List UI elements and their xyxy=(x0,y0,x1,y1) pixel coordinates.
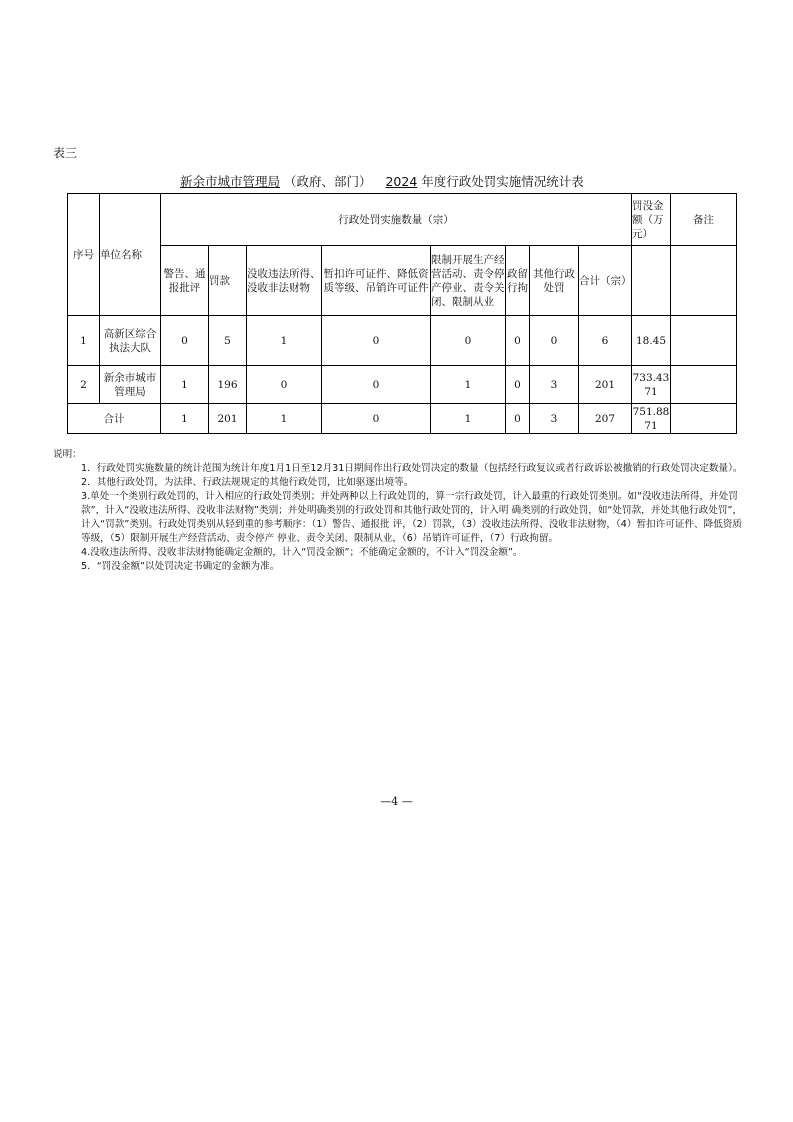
note-5: 5．“罚没金额”以处罚决定书确定的金额为准。 xyxy=(81,561,280,572)
header-suspend: 暂扣许可证件、降低资质等级、吊销许可证件 xyxy=(322,246,431,316)
row-detention: 0 xyxy=(506,366,530,404)
title-unit: 新余市城市管理局 xyxy=(180,174,281,189)
header-count-group: 行政处罚实施数量（宗） xyxy=(161,194,632,246)
total-total: 207 xyxy=(579,404,632,434)
table-label: 表三 xyxy=(53,146,78,160)
row-confiscate: 0 xyxy=(247,366,322,404)
page-number: —4 — xyxy=(380,795,413,808)
title-year: 2024 xyxy=(385,174,418,189)
page-title xyxy=(180,172,584,190)
row-warning: 1 xyxy=(161,366,209,404)
row-seq: 1 xyxy=(68,316,100,366)
row-total: 6 xyxy=(579,316,632,366)
row-total: 201 xyxy=(579,366,632,404)
header-seq: 序号 xyxy=(68,194,100,316)
header-amount: 罚没金额（万元） xyxy=(632,194,671,246)
row-confiscate: 1 xyxy=(247,316,322,366)
header-amount-blank xyxy=(632,246,671,316)
header-unit-name: 单位名称 xyxy=(100,194,161,316)
row-remark xyxy=(671,366,737,404)
total-other: 3 xyxy=(530,404,579,434)
total-fine: 201 xyxy=(209,404,247,434)
header-fine: 罚款 xyxy=(209,246,247,316)
table-row xyxy=(68,366,737,404)
note-3: 3.单处一个类别行政处罚的，计入相应的行政处罚类别；并处两种以上行政处罚的，算一宗行政处罚，计入最重的行政处罚类别。如“没收违法所得，并处罚款”，计入“没收违法所得、没收非法财物”类别；并处明确类别的行政处罚和其他行政处罚的，计入明 确类别的行政处罚，如“处罚款，并处其他行政处罚”，计入“罚款”类别。行政处罚类别从轻到重的参考顺序：（1）警告、通报批 评，（2）罚款，（3）没收违法所得、没收非法财物，（4）暂扣许可证件、降低资质等级，（5）限制开展生产经营活动、责令停产 停业、责令关闭、限制从业，（6）吊销许可证件，（7）行政拘留。 xyxy=(81,491,743,544)
title-suffix: 年度行政处罚实施情况统计表 xyxy=(421,174,584,189)
row-amount: 733.4371 xyxy=(632,366,671,404)
notes xyxy=(53,448,743,574)
header-total: 合计（宗） xyxy=(579,246,632,316)
total-warning: 1 xyxy=(161,404,209,434)
row-detention: 0 xyxy=(506,316,530,366)
header-restrict: 限制开展生产经营活动、责令停产停业、责令关闭、限制从业 xyxy=(431,246,506,316)
row-other: 3 xyxy=(530,366,579,404)
row-other: 0 xyxy=(530,316,579,366)
note-4: 4.没收违法所得、没收非法财物能确定金额的，计入“罚没金额”；不能确定金额的，不计入“罚没金额”。 xyxy=(81,547,523,558)
row-unit: 新余市城市管理局 xyxy=(100,366,161,404)
note-1: 1．行政处罚实施数量的统计范围为统计年度1月1日至12月31日期间作出行政处罚决定的数量（包括经行政复议或者行政诉讼被撤销的行政处罚决定数量）。 xyxy=(81,463,743,474)
row-amount: 18.45 xyxy=(632,316,671,366)
header-row-1 xyxy=(68,194,737,246)
table-row xyxy=(68,316,737,366)
header-row-2 xyxy=(68,246,737,316)
title-paren: （政府、部门） xyxy=(284,174,372,189)
header-other: 其他行政处罚 xyxy=(530,246,579,316)
total-confiscate: 1 xyxy=(247,404,322,434)
total-row xyxy=(68,404,737,434)
total-remark xyxy=(671,404,737,434)
row-remark xyxy=(671,316,737,366)
notes-heading: 说明： xyxy=(53,449,82,460)
header-remark-blank xyxy=(671,246,737,316)
total-restrict: 1 xyxy=(431,404,506,434)
total-label: 合计 xyxy=(68,404,161,434)
note-2: 2．其他行政处罚，为法律、行政法规规定的其他行政处罚，比如驱逐出境等。 xyxy=(81,477,414,488)
row-warning: 0 xyxy=(161,316,209,366)
row-unit: 高新区综合执法大队 xyxy=(100,316,161,366)
statistics-table xyxy=(67,193,737,434)
total-amount: 751.8871 xyxy=(632,405,670,432)
total-suspend: 0 xyxy=(322,404,431,434)
row-seq: 2 xyxy=(68,366,100,404)
row-restrict: 0 xyxy=(431,316,506,366)
header-warning: 警告、通报批评 xyxy=(161,246,209,316)
row-fine: 5 xyxy=(209,316,247,366)
header-detention: 政留行拘 xyxy=(506,246,530,316)
row-suspend: 0 xyxy=(322,366,431,404)
row-fine: 196 xyxy=(209,366,247,404)
header-confiscate: 没收违法所得、没收非法财物 xyxy=(247,246,322,316)
row-restrict: 1 xyxy=(431,366,506,404)
row-suspend: 0 xyxy=(322,316,431,366)
total-detention: 0 xyxy=(506,404,530,434)
header-remark: 备注 xyxy=(671,194,737,246)
